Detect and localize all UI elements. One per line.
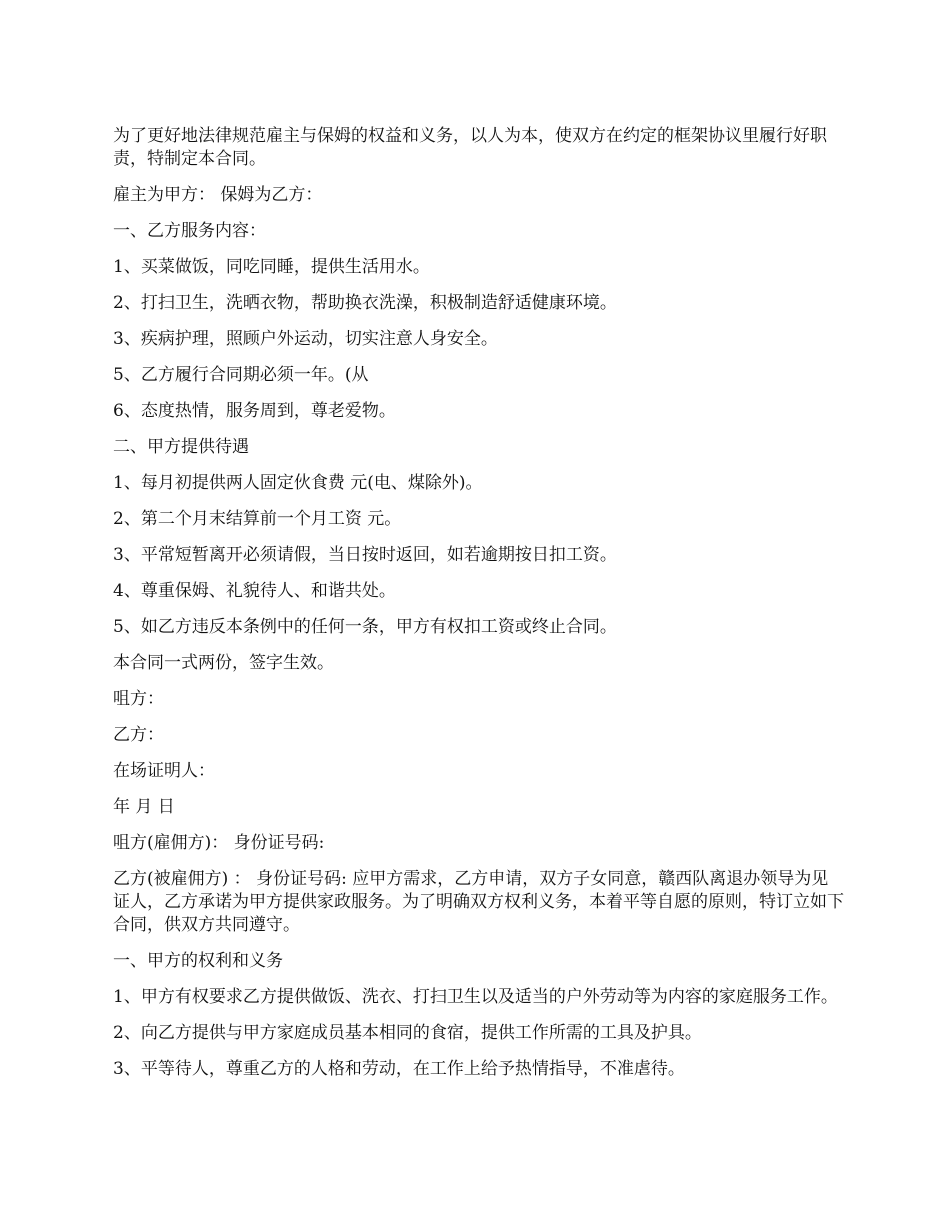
paragraph-service-6: 6、态度热情，服务周到，尊老爱物。 bbox=[113, 401, 396, 421]
paragraph-copies: 本合同一式两份，签字生效。 bbox=[113, 653, 334, 673]
section-heading-party-a-rights: 一、甲方的权利和义务 bbox=[113, 951, 283, 971]
party-b-id-and-preamble: 乙方(被雇佣方) ： 身份证号码: 应甲方需求，乙方申请，双方子女同意，赣西队离退办领导为见证人，乙方承诺为甲方提供家政服务。为了明确双方权利义务，本着平等自愿的原则，特订立如下合同，供双方共同遵守。 bbox=[113, 869, 844, 935]
paragraph-rights-2: 2、向乙方提供与甲方家庭成员基本相同的食宿，提供工作所需的工具及护具。 bbox=[113, 1023, 702, 1043]
section-heading-service: 一、乙方服务内容： bbox=[113, 221, 266, 241]
paragraph-intro: 为了更好地法律规范雇主与保姆的权益和义务，以人为本，使双方在约定的框架协议里履行好职责，特制定本合同。 bbox=[113, 126, 827, 169]
signature-witness: 在场证明人： bbox=[113, 761, 215, 781]
signature-party-b: 乙方： bbox=[113, 725, 164, 745]
paragraph-service-2: 2、打扫卫生，洗晒衣物，帮助换衣洗澡，积极制造舒适健康环境。 bbox=[113, 293, 617, 313]
paragraph-treatment-5: 5、如乙方违反本条例中的任何一条，甲方有权扣工资或终止合同。 bbox=[113, 617, 617, 637]
party-a-id-line: 咀方(雇佣方)： 身份证号码: bbox=[113, 833, 325, 853]
paragraph-treatment-2: 2、第二个月末结算前一个月工资 元。 bbox=[113, 509, 402, 529]
section-heading-treatment: 二、甲方提供待遇 bbox=[113, 437, 249, 457]
paragraph-rights-1: 1、甲方有权要求乙方提供做饭、洗衣、打扫卫生以及适当的户外劳动等为内容的家庭服务工作。 bbox=[113, 987, 838, 1007]
paragraph-treatment-3: 3、平常短暂离开必须请假，当日按时返回，如若逾期按日扣工资。 bbox=[113, 545, 617, 565]
paragraph-treatment-4: 4、尊重保姆、礼貌待人、和谐共处。 bbox=[113, 581, 396, 601]
paragraph-service-3: 3、疾病护理，照顾户外运动，切实注意人身安全。 bbox=[113, 329, 498, 349]
signature-date: 年 月 日 bbox=[113, 797, 175, 817]
paragraph-rights-3: 3、平等待人，尊重乙方的人格和劳动，在工作上给予热情指导，不准虐待。 bbox=[113, 1059, 685, 1079]
paragraph-service-1: 1、买菜做饭，同吃同睡，提供生活用水。 bbox=[113, 257, 430, 277]
paragraph-parties: 雇主为甲方： 保姆为乙方： bbox=[113, 185, 323, 205]
signature-party-a: 咀方： bbox=[113, 689, 164, 709]
paragraph-treatment-1: 1、每月初提供两人固定伙食费 元(电、煤除外)。 bbox=[113, 473, 483, 493]
document-body bbox=[113, 125, 845, 1094]
paragraph-service-5: 5、乙方履行合同期必须一年。(从 bbox=[113, 365, 369, 385]
